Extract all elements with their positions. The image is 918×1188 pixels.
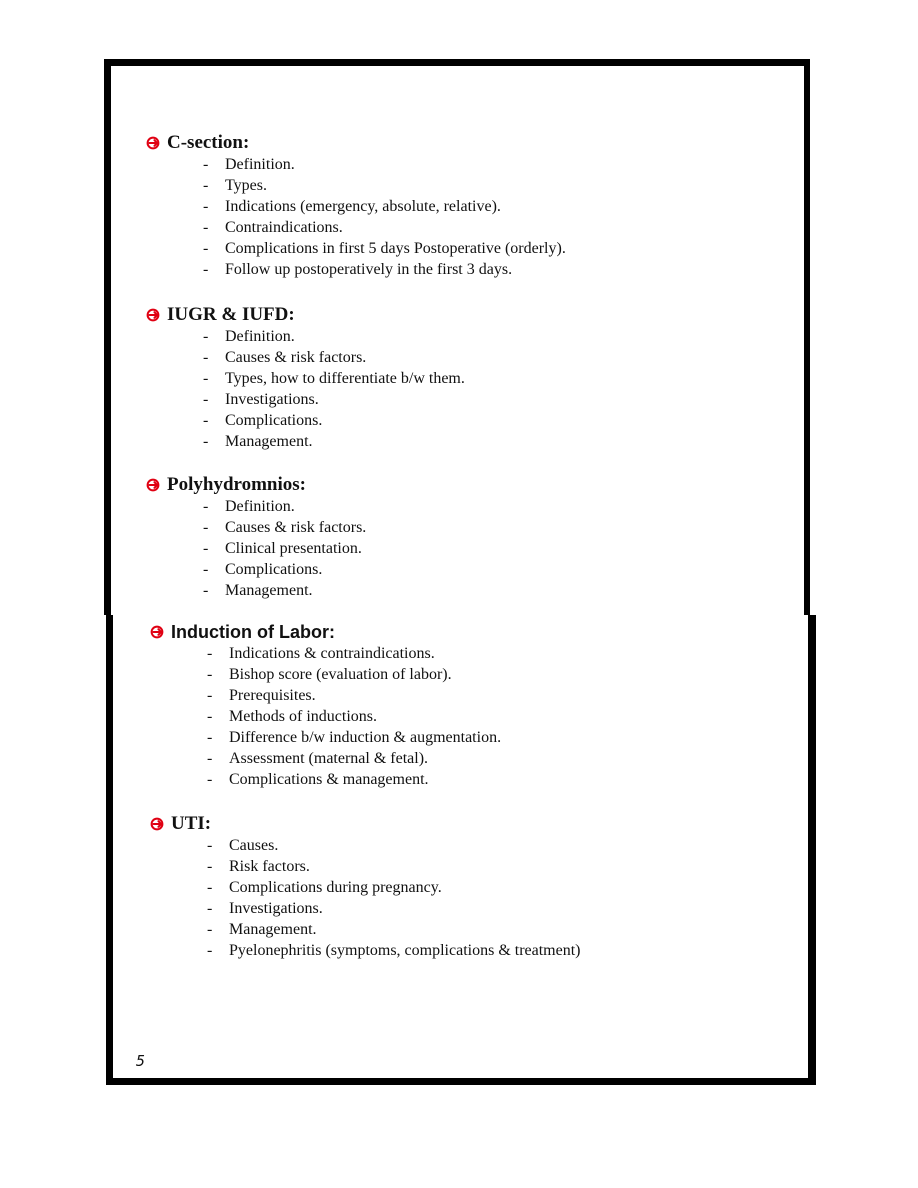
arrow-circle-right-icon [146,308,160,322]
list-item [207,664,501,685]
list-item-text: Types. [225,177,267,194]
list-marker: - [207,708,213,725]
list-marker: - [207,879,213,896]
list-marker: - [207,942,213,959]
list-item-text: Difference b/w induction & augmentation. [229,729,502,746]
arrow-circle-right-icon [146,136,160,150]
list-item [207,769,501,790]
list-item [207,940,581,961]
list-item-text: Risk factors. [229,858,310,875]
list-marker: - [203,261,209,278]
section-title [150,812,581,836]
list-item-text: Prerequisites. [229,687,316,704]
list-item-text: Management. [225,433,313,450]
list-marker: - [207,771,213,788]
list-marker: - [203,412,209,429]
section-list [203,154,566,280]
section-title-text: UTI: [171,813,212,834]
section-c-section [146,131,566,280]
list-marker: - [203,519,209,536]
list-item-text: Investigations. [225,391,319,408]
list-item [207,643,501,664]
list-item-text: Assessment (maternal & fetal). [229,750,429,767]
list-item-text: Complications & management. [229,771,429,788]
list-item-text: Management. [225,582,313,599]
list-marker: - [203,177,209,194]
list-marker: - [207,666,213,683]
list-marker: - [203,370,209,387]
list-item [207,706,501,727]
arrow-circle-right-icon [150,625,164,639]
list-marker: - [203,156,209,173]
list-item-text: Contraindications. [225,219,343,236]
list-item [203,389,465,410]
section-polyhydromnios [146,473,366,601]
section-list [203,496,366,601]
section-title-text: Induction of Labor: [171,622,335,642]
list-item-text: Indications (emergency, absolute, relative). [225,198,501,215]
section-title-text: Polyhydromnios: [167,474,307,495]
section-uti [150,812,581,961]
list-marker: - [207,729,213,746]
list-marker: - [203,561,209,578]
list-marker: - [203,219,209,236]
list-marker: - [207,921,213,938]
list-item [207,835,581,856]
list-item [203,217,566,238]
list-item [207,856,581,877]
list-marker: - [207,645,213,662]
list-item-text: Complications. [225,561,323,578]
list-item-text: Pyelonephritis (symptoms, complications & treatment) [229,942,581,959]
list-item-text: Methods of inductions. [229,708,377,725]
list-item-text: Definition. [225,156,295,173]
section-list [207,643,501,790]
list-item [203,238,566,259]
list-item-text: Indications & contraindications. [229,645,435,662]
list-marker: - [207,750,213,767]
list-item-text: Definition. [225,328,295,345]
page-number: 5 [136,1052,146,1070]
list-marker: - [203,540,209,557]
list-item [203,154,566,175]
list-item [203,496,366,517]
section-iugr-iufd [146,303,465,452]
list-marker: - [203,391,209,408]
section-list [203,326,465,452]
list-marker: - [203,582,209,599]
list-item-text: Complications in first 5 days Postoperative (orderly). [225,240,566,257]
list-item [203,580,366,601]
list-item [203,368,465,389]
arrow-circle-right-icon [146,478,160,492]
list-item [207,727,501,748]
list-item [203,326,465,347]
list-item [203,196,566,217]
list-item [203,410,465,431]
list-marker: - [203,433,209,450]
list-item-text: Management. [229,921,317,938]
list-marker: - [203,328,209,345]
list-item-text: Causes & risk factors. [225,519,367,536]
list-item-text: Clinical presentation. [225,540,362,557]
list-marker: - [203,349,209,366]
section-title [150,620,501,644]
section-title [146,131,566,155]
list-marker: - [203,240,209,257]
list-marker: - [203,498,209,515]
list-item [207,685,501,706]
list-item [203,538,366,559]
list-item-text: Follow up postoperatively in the first 3 days. [225,261,513,278]
list-item-text: Causes & risk factors. [225,349,367,366]
list-marker: - [207,687,213,704]
list-marker: - [207,837,213,854]
list-item [203,559,366,580]
section-list [207,835,581,961]
list-marker: - [207,858,213,875]
list-item [203,259,566,280]
list-item [207,877,581,898]
list-item [203,175,566,196]
list-marker: - [207,900,213,917]
list-item [207,919,581,940]
arrow-circle-right-icon [150,817,164,831]
list-item-text: Bishop score (evaluation of labor). [229,666,452,683]
list-item-text: Complications. [225,412,323,429]
list-item-text: Causes. [229,837,279,854]
list-item-text: Investigations. [229,900,323,917]
list-marker: - [203,198,209,215]
list-item [207,898,581,919]
list-item-text: Complications during pregnancy. [229,879,442,896]
list-item [203,431,465,452]
section-title-text: C-section: [167,132,250,153]
list-item [203,517,366,538]
list-item-text: Types, how to differentiate b/w them. [225,370,465,387]
list-item [203,347,465,368]
list-item-text: Definition. [225,498,295,515]
section-title-text: IUGR & IUFD: [167,304,295,325]
section-title [146,303,465,327]
section-title [146,473,366,497]
section-induction-of-labor [150,620,501,790]
list-item [207,748,501,769]
